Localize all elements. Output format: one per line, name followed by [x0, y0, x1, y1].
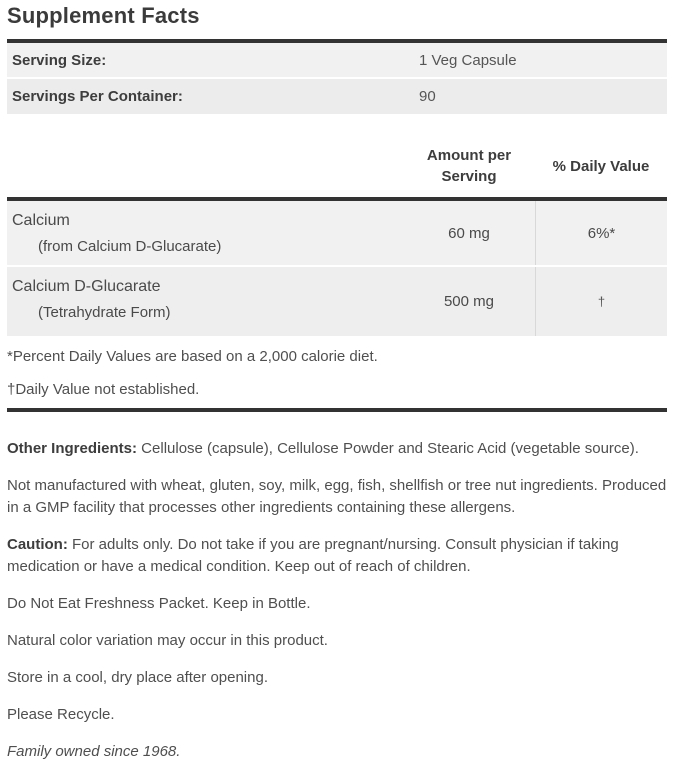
freshness-packet-paragraph	[7, 593, 667, 615]
color-variation-text: Natural color variation may occur in this product.	[7, 632, 328, 649]
servings-per-container-row	[7, 79, 667, 114]
other-ingredients-lead: Other Ingredients:	[7, 440, 138, 457]
ingredient-detail: (from Calcium D-Glucarate)	[38, 238, 222, 255]
family-owned-paragraph	[7, 741, 667, 760]
ingredient-name-cell	[7, 201, 403, 265]
storage-paragraph	[7, 667, 667, 689]
additional-info-section	[7, 438, 667, 760]
footnote-percent-daily-value: *Percent Daily Values are based on a 2,000 calorie diet.	[7, 348, 378, 365]
amount-header-line-1: Amount per	[426, 147, 512, 164]
amount-header-line-2: Serving	[441, 168, 497, 185]
allergen-text: Not manufactured with wheat, gluten, soy, milk, egg, fish, shellfish or tree nut ingredients. Produced in a GMP facility that processes other ingredients containing these allergens.	[7, 477, 667, 516]
bottom-divider	[7, 408, 667, 412]
other-ingredients-text: Cellulose (capsule), Cellulose Powder and Stearic Acid (vegetable source).	[137, 440, 639, 457]
serving-size-row	[7, 43, 667, 77]
servings-per-container-label: Servings Per Container:	[12, 88, 183, 105]
other-ingredients-paragraph	[7, 438, 667, 460]
nutrition-row-calcium	[7, 201, 667, 265]
family-owned-text: Family owned since 1968.	[7, 743, 181, 760]
daily-value-cell: †	[535, 267, 667, 336]
serving-size-value: 1 Veg Capsule	[419, 51, 517, 69]
serving-size-label: Serving Size:	[12, 51, 107, 69]
serving-info-section	[7, 43, 667, 114]
footnote-daily-value-not-established: †Daily Value not established.	[7, 381, 200, 398]
caution-lead: Caution:	[7, 536, 68, 553]
ingredient-name: Calcium	[12, 212, 70, 229]
page-title: Supplement Facts	[7, 3, 200, 28]
nutrition-table-body	[7, 201, 667, 336]
ingredient-name-cell	[7, 267, 403, 336]
nutrition-header-row	[7, 145, 667, 197]
ingredient-detail: (Tetrahydrate Form)	[38, 304, 171, 321]
ingredient-name: Calcium D-Glucarate	[12, 278, 161, 295]
allergen-paragraph	[7, 475, 667, 519]
storage-text: Store in a cool, dry place after opening.	[7, 669, 268, 686]
recycle-paragraph	[7, 704, 667, 726]
amount-cell: 500 mg	[443, 293, 495, 310]
color-variation-paragraph	[7, 630, 667, 652]
recycle-text: Please Recycle.	[7, 706, 115, 723]
freshness-packet-text: Do Not Eat Freshness Packet. Keep in Bottle.	[7, 595, 311, 612]
amount-per-serving-header	[403, 145, 535, 187]
caution-text: For adults only. Do not take if you are pregnant/nursing. Consult physician if taking medication or have a medical condition. Keep out of reach of children.	[7, 536, 619, 575]
servings-per-container-value: 90	[419, 88, 436, 105]
nutrition-row-calcium-d-glucarate	[7, 267, 667, 336]
amount-cell: 60 mg	[448, 224, 490, 242]
caution-paragraph	[7, 534, 667, 578]
percent-daily-value-header: % Daily Value	[552, 157, 650, 175]
daily-value-cell: 6%*	[535, 201, 667, 265]
